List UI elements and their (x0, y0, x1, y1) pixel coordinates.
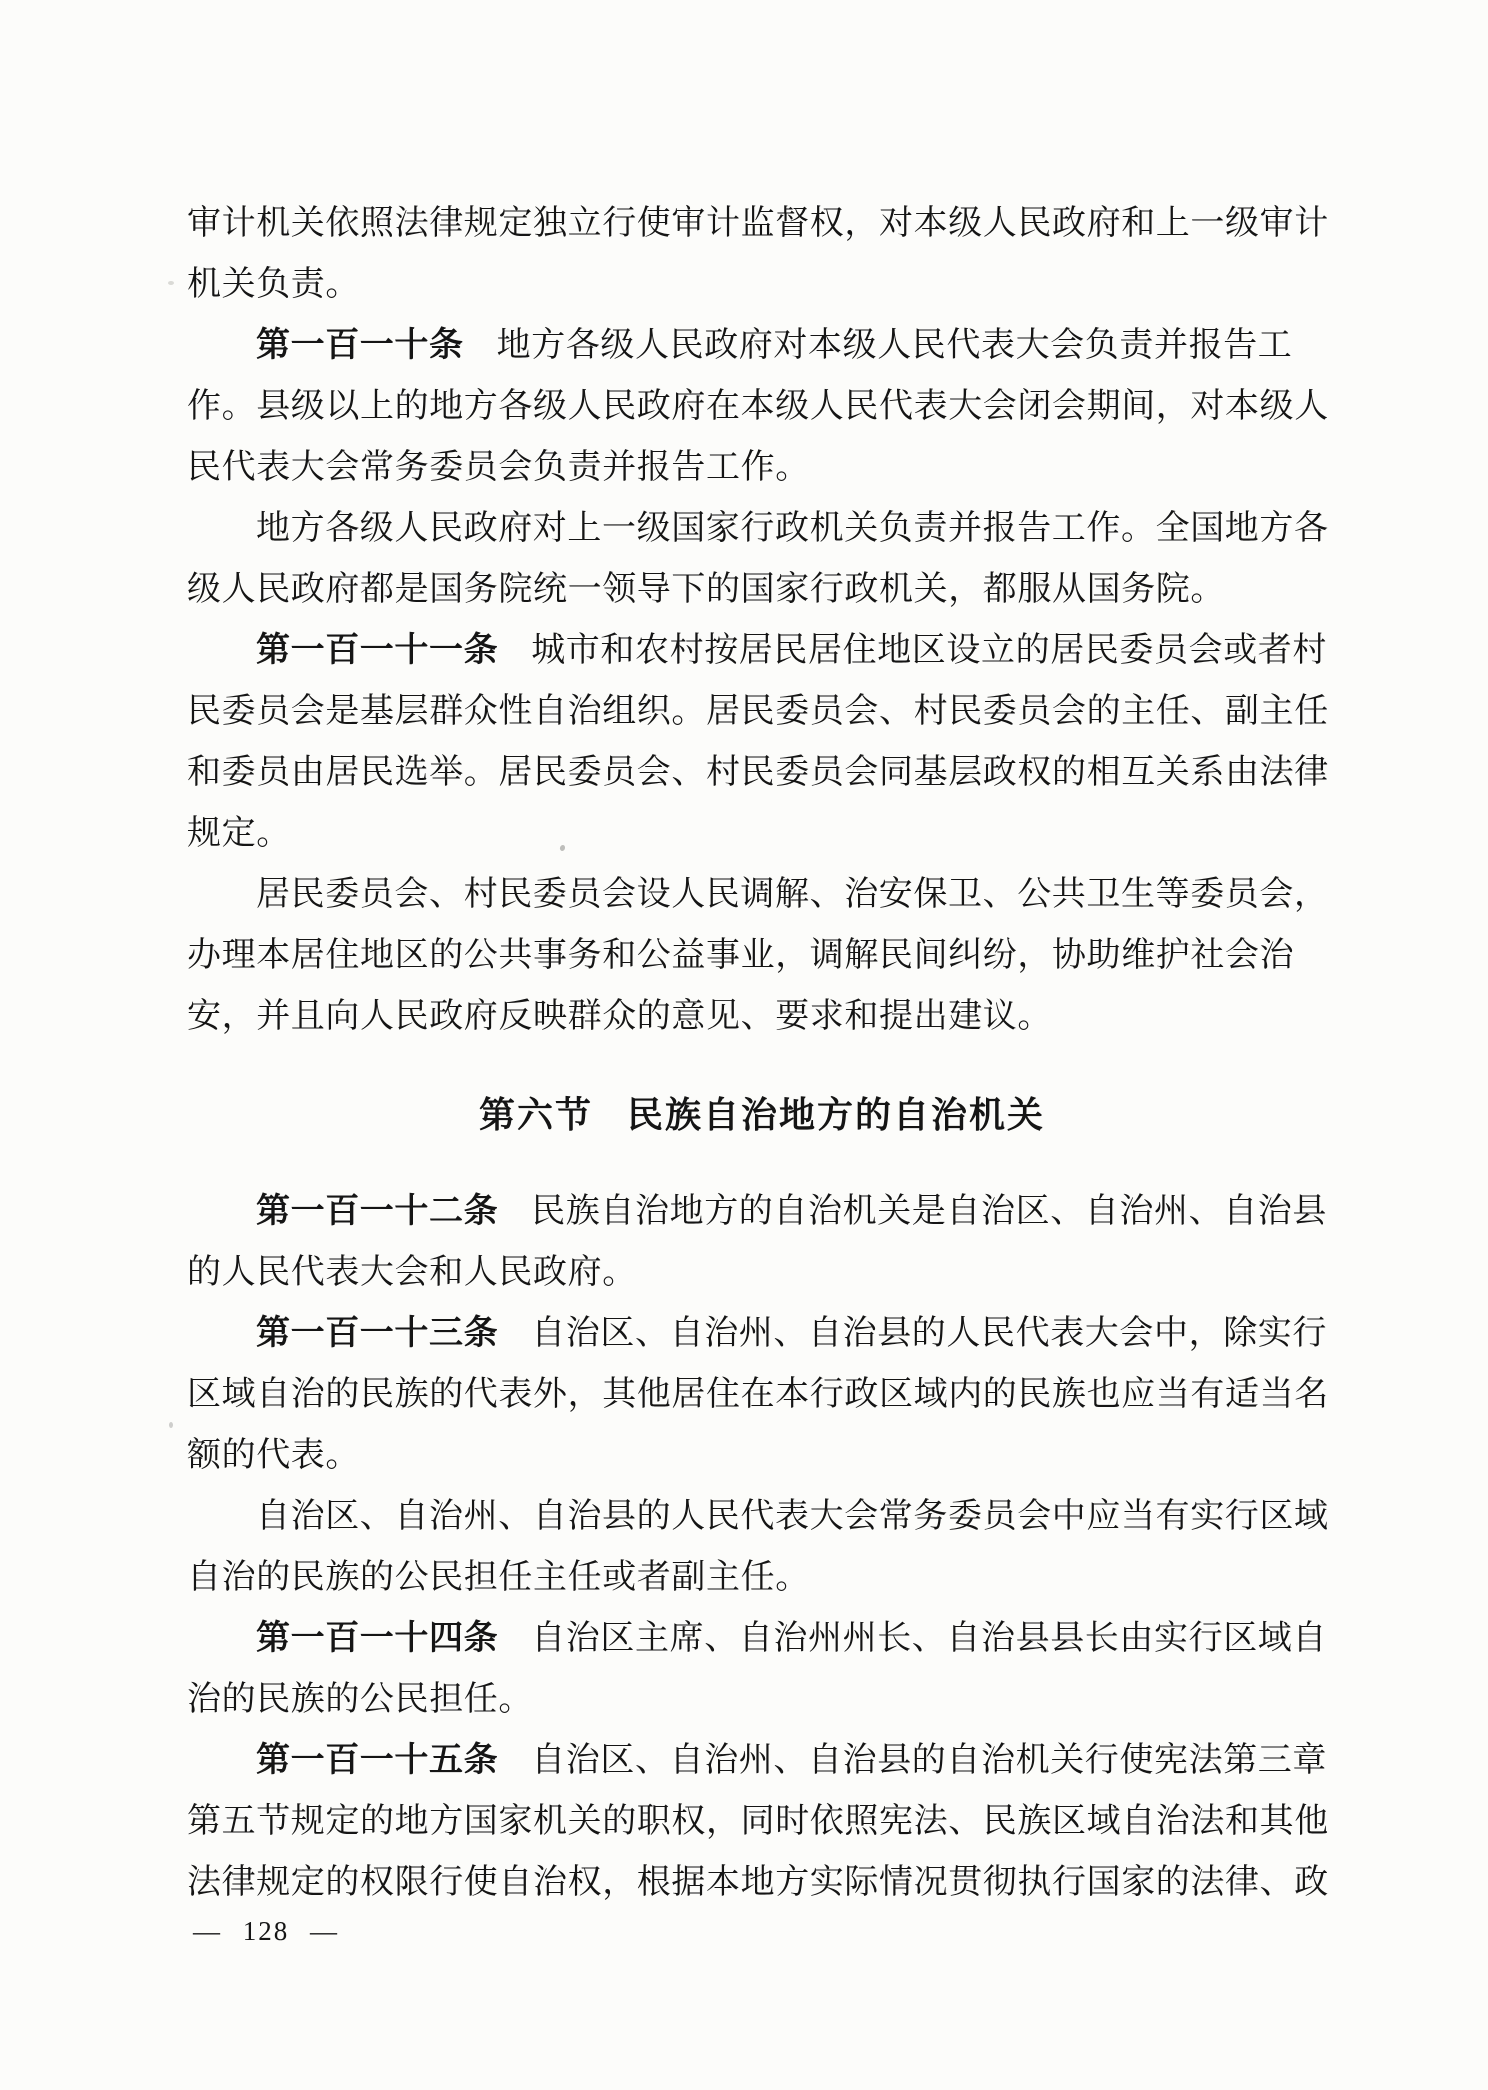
line-text: 安，并且向人民政府反映群众的意见、要求和提出建议。 (187, 998, 1052, 1035)
line-text: 居民委员会、村民委员会设人民调解、治安保卫、公共卫生等委员会， (256, 876, 1329, 913)
article-number: 第一百一十二条 (256, 1192, 499, 1230)
line-text: 地方各级人民政府对本级人民代表大会负责并报告工 (496, 327, 1293, 364)
text-line (187, 376, 1337, 437)
text-line (187, 1425, 1337, 1486)
article-line (187, 315, 1337, 376)
text-line (187, 986, 1337, 1047)
text-line (187, 1547, 1337, 1608)
text-line (187, 864, 1337, 925)
page-number: — 128 — (193, 1916, 339, 1946)
text-line (187, 254, 1337, 315)
article-line (187, 1303, 1337, 1364)
article-number: 第一百一十三条 (256, 1314, 499, 1352)
line-text: 区域自治的民族的代表外，其他居住在本行政区域内的民族也应当有适当名 (187, 1376, 1329, 1413)
article-line (187, 620, 1337, 681)
line-text: 审计机关依照法律规定独立行使审计监督权，对本级人民政府和上一级审计 (187, 205, 1329, 242)
line-text: 民代表大会常务委员会负责并报告工作。 (187, 449, 810, 486)
line-text: 办理本居住地区的公共事务和公益事业，调解民间纠纷，协助维护社会治 (187, 937, 1295, 974)
line-text: 法律规定的权限行使自治权，根据本地方实际情况贯彻执行国家的法律、政 (187, 1864, 1329, 1901)
paragraph-block-bottom (187, 1181, 1337, 1913)
article-line (187, 1181, 1337, 1242)
scan-artifact-dot (169, 1422, 173, 1428)
text-line (187, 1669, 1337, 1730)
line-text: 民委员会是基层群众性自治组织。居民委员会、村民委员会的主任、副主任 (187, 693, 1329, 730)
section-heading-number: 第六节 (478, 1095, 593, 1135)
line-text: 和委员由居民选举。居民委员会、村民委员会同基层政权的相互关系由法律 (187, 754, 1329, 791)
scan-artifact-dot (168, 281, 174, 285)
line-text: 自治区、自治州、自治县的自治机关行使宪法第三章 (531, 1742, 1328, 1779)
line-text: 作。县级以上的地方各级人民政府在本级人民代表大会闭会期间，对本级人 (187, 388, 1329, 425)
line-text: 城市和农村按居民居住地区设立的居民委员会或者村 (531, 632, 1328, 669)
text-line (187, 681, 1337, 742)
line-text: 自治区、自治州、自治县的人民代表大会中，除实行 (531, 1315, 1328, 1352)
text-line (187, 1852, 1337, 1913)
text-line (187, 559, 1337, 620)
article-number: 第一百一十五条 (256, 1741, 499, 1779)
article-line (187, 1730, 1337, 1791)
text-line (187, 498, 1337, 559)
document-body (187, 193, 1337, 1913)
article-line (187, 1608, 1337, 1669)
text-line (187, 742, 1337, 803)
text-line (187, 1364, 1337, 1425)
line-text: 的人民代表大会和人民政府。 (187, 1254, 637, 1291)
line-text: 自治的民族的公民担任主任或者副主任。 (187, 1559, 810, 1596)
line-text: 级人民政府都是国务院统一领导下的国家行政机关，都服从国务院。 (187, 571, 1225, 608)
text-line (187, 1486, 1337, 1547)
section-heading-title: 民族自治地方的自治机关 (627, 1095, 1046, 1135)
line-text: 地方各级人民政府对上一级国家行政机关负责并报告工作。全国地方各 (256, 510, 1329, 547)
text-line (187, 193, 1337, 254)
line-text: 治的民族的公民担任。 (187, 1681, 533, 1718)
article-number: 第一百一十一条 (256, 631, 499, 669)
text-line (187, 803, 1337, 864)
line-text: 额的代表。 (187, 1437, 360, 1474)
article-number: 第一百一十条 (256, 326, 464, 364)
line-text: 第五节规定的地方国家机关的职权，同时依照宪法、民族区域自治法和其他 (187, 1803, 1329, 1840)
line-text: 规定。 (187, 815, 291, 852)
text-line (187, 925, 1337, 986)
line-text: 自治区主席、自治州州长、自治县县长由实行区域自 (531, 1620, 1328, 1657)
text-line (187, 1791, 1337, 1852)
line-text: 民族自治地方的自治机关是自治区、自治州、自治县 (531, 1193, 1328, 1230)
section-heading (187, 1085, 1337, 1146)
line-text: 自治区、自治州、自治县的人民代表大会常务委员会中应当有实行区域 (256, 1498, 1329, 1535)
article-number: 第一百一十四条 (256, 1619, 499, 1657)
text-line (187, 1242, 1337, 1303)
paragraph-block-top (187, 193, 1337, 1047)
line-text: 机关负责。 (187, 266, 360, 303)
text-line (187, 437, 1337, 498)
